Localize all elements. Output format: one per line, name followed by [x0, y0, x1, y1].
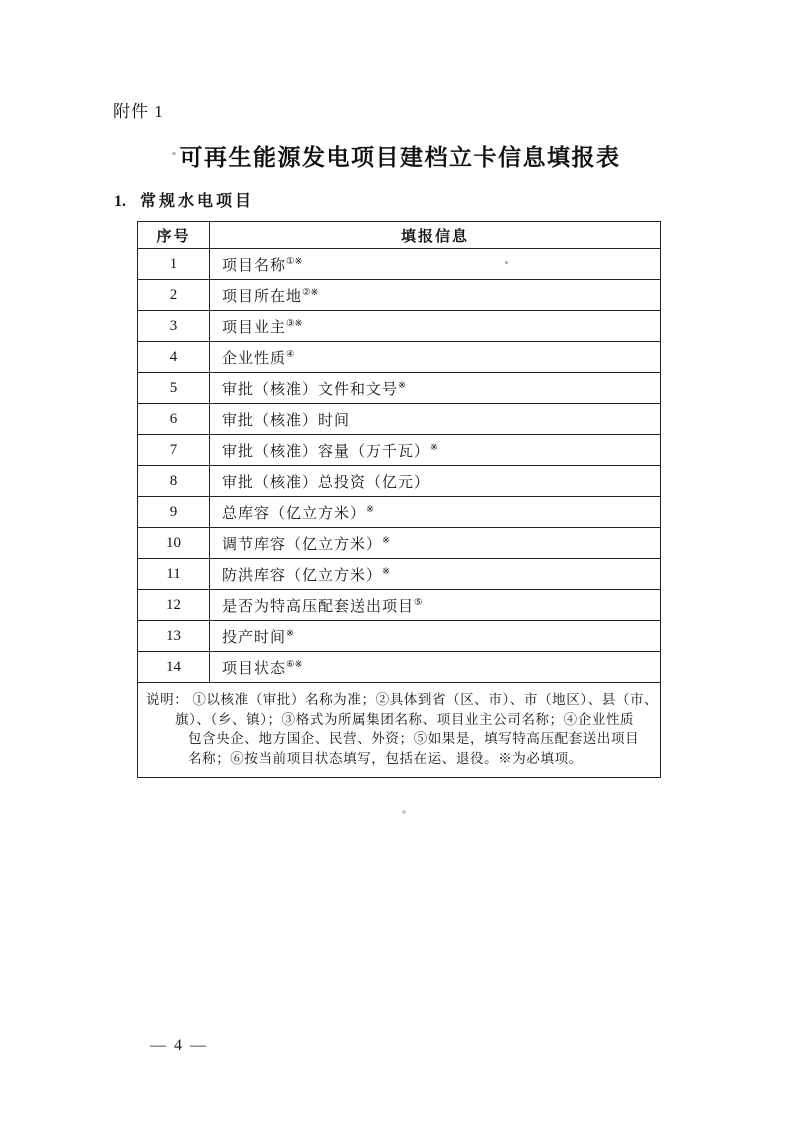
row-label-cell	[210, 528, 661, 559]
row-label-cell	[210, 652, 661, 683]
project-info-table	[137, 221, 661, 778]
row-number: 12	[138, 590, 210, 621]
section-title: 常规水电项目	[140, 193, 255, 210]
row-number: 1	[138, 249, 210, 280]
row-label: 企业性质	[222, 350, 287, 367]
row-superscript: ※	[286, 628, 294, 639]
row-label-cell	[210, 435, 661, 466]
table-row	[138, 280, 661, 311]
row-label-cell	[210, 373, 661, 404]
row-label-cell	[210, 559, 661, 590]
row-number: 8	[138, 466, 210, 497]
row-label-cell	[210, 404, 661, 435]
row-label: 调节库容（亿立方米）	[222, 536, 383, 553]
table-row	[138, 559, 661, 590]
note-line: 旗）、（乡、镇）；③格式为所属集团名称、项目业主公司名称；④企业性质	[175, 711, 635, 727]
row-number: 14	[138, 652, 210, 683]
row-label-cell	[210, 249, 661, 280]
table-row	[138, 342, 661, 373]
row-superscript: ※	[382, 566, 390, 577]
row-superscript: ※	[366, 504, 374, 515]
table-row	[138, 311, 661, 342]
document-title: 可再生能源发电项目建档立卡信息填报表	[179, 145, 621, 170]
row-number: 10	[138, 528, 210, 559]
table-row	[138, 621, 661, 652]
table-note-row	[138, 683, 661, 778]
note-line: 包含央企、地方国企、民营、外资；⑤如果是，填写特高压配套送出项目	[188, 731, 640, 746]
table-row	[138, 528, 661, 559]
row-number: 5	[138, 373, 210, 404]
row-label: 项目状态	[222, 660, 287, 677]
header-cell-info: 填报信息	[210, 222, 661, 249]
row-label-cell	[210, 590, 661, 621]
table-header-row	[138, 222, 661, 249]
row-number: 4	[138, 342, 210, 373]
section-number: 1.	[114, 193, 126, 210]
row-superscript: ③※	[286, 318, 303, 329]
row-label: 防洪库容（亿立方米）	[222, 567, 383, 584]
table-row	[138, 497, 661, 528]
row-label: 总库容（亿立方米）	[222, 505, 367, 522]
row-number: 9	[138, 497, 210, 528]
page-number: — 4 —	[150, 1037, 208, 1054]
row-label: 项目业主	[222, 319, 287, 336]
row-label-cell	[210, 311, 661, 342]
table-row	[138, 435, 661, 466]
row-number: 13	[138, 621, 210, 652]
note-text: ①以核准（审批）名称为准；②具体到省（区、市）、市（地区）、县（市、	[192, 692, 659, 707]
row-superscript: ※	[398, 380, 406, 391]
table-row	[138, 590, 661, 621]
row-number: 2	[138, 280, 210, 311]
row-label-cell	[210, 342, 661, 373]
note-line: 名称；⑥按当前项目状态填写，包括在运、退役。※为必填项。	[188, 750, 583, 766]
row-label: 项目所在地	[222, 288, 303, 305]
row-label: 审批（核准）文件和文号	[222, 381, 399, 398]
table-row	[138, 404, 661, 435]
table-row	[138, 249, 661, 280]
scan-speck	[402, 810, 406, 814]
row-label: 审批（核准）总投资（亿元）	[222, 474, 431, 491]
row-label: 投产时间	[222, 629, 287, 646]
row-superscript: ②※	[302, 287, 319, 298]
row-superscript: ※	[382, 535, 390, 546]
row-number: 7	[138, 435, 210, 466]
note-label: 说明：	[146, 692, 189, 707]
note-line	[146, 690, 659, 710]
scan-speck	[172, 152, 176, 155]
row-label: 审批（核准）时间	[222, 412, 351, 429]
row-label: 是否为特高压配套送出项目	[222, 598, 415, 615]
row-superscript: ⑤	[414, 597, 423, 608]
row-number: 6	[138, 404, 210, 435]
row-label: 审批（核准）容量（万千瓦）	[222, 443, 431, 460]
row-label-cell	[210, 280, 661, 311]
section-heading	[114, 188, 254, 211]
table-row	[138, 466, 661, 497]
scan-speck	[505, 261, 508, 264]
table-row	[138, 652, 661, 683]
row-superscript: ①※	[286, 256, 303, 267]
attachment-label: 附件 1	[113, 102, 164, 121]
row-label-cell	[210, 466, 661, 497]
header-cell-number: 序号	[138, 222, 210, 249]
row-number: 11	[138, 559, 210, 590]
row-label: 项目名称	[222, 257, 287, 274]
table-row	[138, 373, 661, 404]
row-label-cell	[210, 621, 661, 652]
row-superscript: ※	[430, 442, 438, 453]
row-label-cell	[210, 497, 661, 528]
row-superscript: ⑥※	[286, 659, 303, 670]
row-number: 3	[138, 311, 210, 342]
note-cell	[138, 683, 661, 778]
row-superscript: ④	[286, 349, 295, 360]
